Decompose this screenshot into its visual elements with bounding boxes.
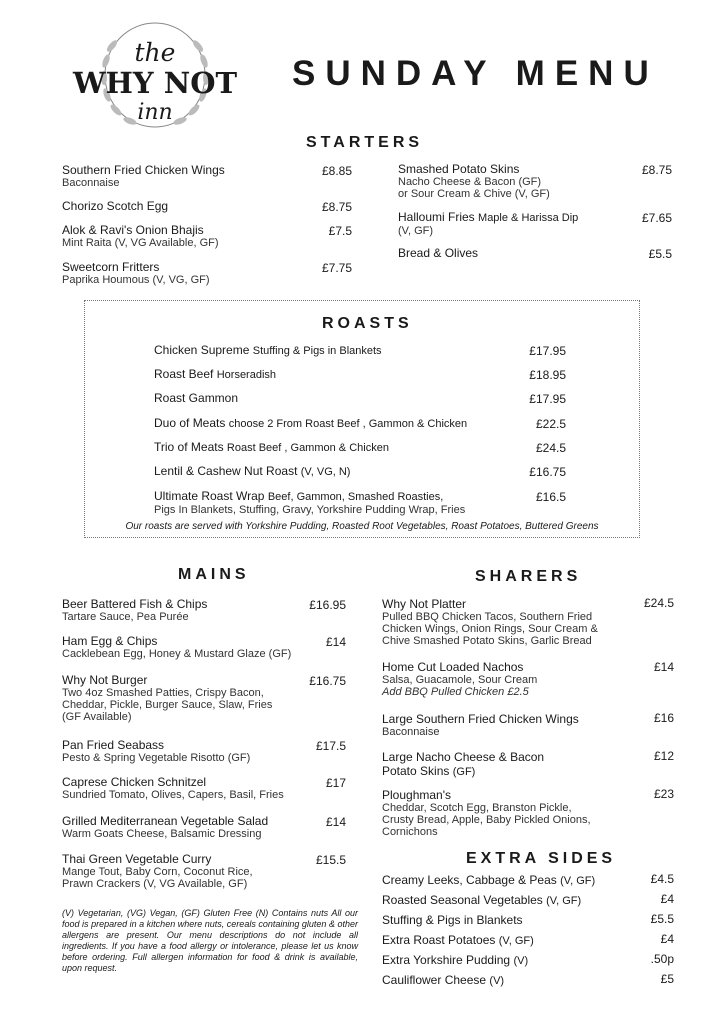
sharer-item: Why Not Platter Pulled BBQ Chicken Tacos, Southern Fried Chicken Wings, Onion Rings, Sour Cream & Chive Smashed Potato Skins, Garlic Bread (382, 597, 598, 647)
roasts-heading: ROASTS (322, 315, 413, 332)
logo (60, 16, 250, 134)
starter-item: Southern Fried Chicken Wings Baconnaise (62, 163, 225, 189)
starter-item: Smashed Potato Skins Nacho Cheese & Bacon (GF) or Sour Cream & Chive (V, GF) (398, 162, 550, 200)
side-price: £5.5 (650, 912, 674, 926)
side-price: .50p (650, 952, 674, 966)
main-price: £16.95 (309, 598, 346, 612)
main-price: £17.5 (315, 739, 346, 753)
roast-item: Roast Beef Horseradish (154, 367, 277, 381)
roast-price: £22.5 (535, 417, 566, 431)
roast-price: £16.5 (535, 490, 566, 504)
side-price: £4 (660, 932, 674, 946)
side-item: Roasted Seasonal Vegetables (V, GF) (382, 893, 582, 907)
roast-item: Lentil & Cashew Nut Roast (V, VG, N) (154, 464, 351, 478)
sharer-item: Home Cut Loaded Nachos Salsa, Guacamole, Sour Cream Add BBQ Pulled Chicken £2.5 (382, 660, 538, 698)
starter-item: Alok & Ravi's Onion Bhajis Mint Raita (V, VG Available, GF) (62, 223, 219, 249)
sharers-heading: SHARERS (475, 568, 582, 585)
main-price: £16.75 (309, 674, 346, 688)
starter-item: Bread & Olives (398, 246, 479, 260)
side-item: Creamy Leeks, Cabbage & Peas (V, GF) (382, 873, 596, 887)
starter-price: £5.5 (648, 247, 672, 261)
roast-item: Duo of Meats choose 2 From Roast Beef , Gammon & Chicken (154, 416, 468, 430)
main-item: Grilled Mediterranean Vegetable Salad Warm Goats Cheese, Balsamic Dressing (62, 814, 269, 840)
logo-the: the (134, 38, 176, 67)
starter-price: £8.85 (321, 164, 352, 178)
starter-price: £7.5 (328, 224, 352, 238)
roast-item: Chicken Supreme Stuffing & Pigs in Blankets (154, 343, 382, 357)
main-item: Thai Green Vegetable Curry Mange Tout, Baby Corn, Coconut Rice, Prawn Crackers (V, VG Available, GF) (62, 852, 253, 890)
sharer-item: Large Southern Fried Chicken Wings Baconnaise (382, 712, 579, 738)
starter-price: £8.75 (321, 200, 352, 214)
page-title: SUNDAY MENU (292, 54, 659, 93)
side-item: Extra Yorkshire Pudding (V) (382, 953, 529, 967)
logo-inn: inn (137, 100, 173, 125)
main-price: £14 (325, 635, 346, 649)
roast-price: £24.5 (535, 441, 566, 455)
sharer-price: £14 (653, 660, 674, 674)
main-price: £15.5 (315, 853, 346, 867)
side-item: Stuffing & Pigs in Blankets (382, 913, 523, 927)
sharer-price: £12 (653, 749, 674, 763)
starter-item: Sweetcorn Fritters Paprika Houmous (V, VG, GF) (62, 260, 210, 286)
roast-price: £18.95 (529, 368, 566, 382)
main-price: £17 (325, 776, 346, 790)
starter-price: £7.65 (641, 211, 672, 225)
mains-heading: MAINS (178, 566, 250, 583)
side-item: Extra Roast Potatoes (V, GF) (382, 933, 534, 947)
roast-price: £17.95 (529, 344, 566, 358)
side-price: £5 (660, 972, 674, 986)
roast-item: Ultimate Roast Wrap Beef, Gammon, Smashed Roasties, Pigs In Blankets, Stuffing, Gravy, Yorkshire Pudding Wrap, Fries (154, 489, 466, 516)
sharer-price: £23 (653, 787, 674, 801)
starter-price: £7.75 (321, 261, 352, 275)
roast-item: Roast Gammon (154, 391, 239, 405)
main-item: Caprese Chicken Schnitzel Sundried Tomato, Olives, Capers, Basil, Fries (62, 775, 284, 801)
main-item: Beer Battered Fish & Chips Tartare Sauce, Pea Purée (62, 597, 208, 623)
starters-heading: STARTERS (306, 134, 424, 151)
roasts-note: Our roasts are served with Yorkshire Pudding, Roasted Root Vegetables, Roast Potatoes, Buttered Greens (125, 521, 599, 532)
starter-price: £8.75 (641, 163, 672, 177)
extra-sides-heading: EXTRA SIDES (466, 850, 617, 867)
main-price: £14 (325, 815, 346, 829)
sharer-price: £24.5 (643, 596, 674, 610)
side-item: Cauliflower Cheese (V) (382, 973, 505, 987)
side-price: £4 (660, 892, 674, 906)
allergen-note: (V) Vegetarian, (VG) Vegan, (GF) Gluten Free (N) Contains nuts All our food is prepared in a kitchen where nuts, cereals containing gluten & other allergens are present. Our menu descriptions do not include all ingredients. If you have a food allergy or intolerance, please let us know before ordering. Full allergen information for food & drink is available, upon request. (62, 908, 358, 973)
roast-price: £17.95 (529, 392, 566, 406)
sharer-price: £16 (653, 711, 674, 725)
sharer-item: Ploughman's Cheddar, Scotch Egg, Branston Pickle, Crusty Bread, Apple, Baby Pickled Onions, Cornichons (382, 788, 591, 838)
main-item: Ham Egg & Chips Cacklebean Egg, Honey & Mustard Glaze (GF) (62, 634, 292, 660)
starter-item: Halloumi Fries Maple & Harissa Dip (V, GF) (398, 210, 579, 237)
starter-item: Chorizo Scotch Egg (62, 199, 169, 213)
roast-item: Trio of Meats Roast Beef , Gammon & Chicken (154, 440, 389, 454)
sharer-item: Large Nacho Cheese & Bacon Potato Skins (GF) (382, 750, 545, 778)
main-item: Why Not Burger Two 4oz Smashed Patties, Crispy Bacon, Cheddar, Pickle, Burger Sauce, Slaw, Fries (GF Available) (62, 673, 273, 723)
main-item: Pan Fried Seabass Pesto & Spring Vegetable Risotto (GF) (62, 738, 251, 764)
logo-why-not: WHY NOT (72, 66, 238, 100)
side-price: £4.5 (650, 872, 674, 886)
roast-price: £16.75 (529, 465, 566, 479)
